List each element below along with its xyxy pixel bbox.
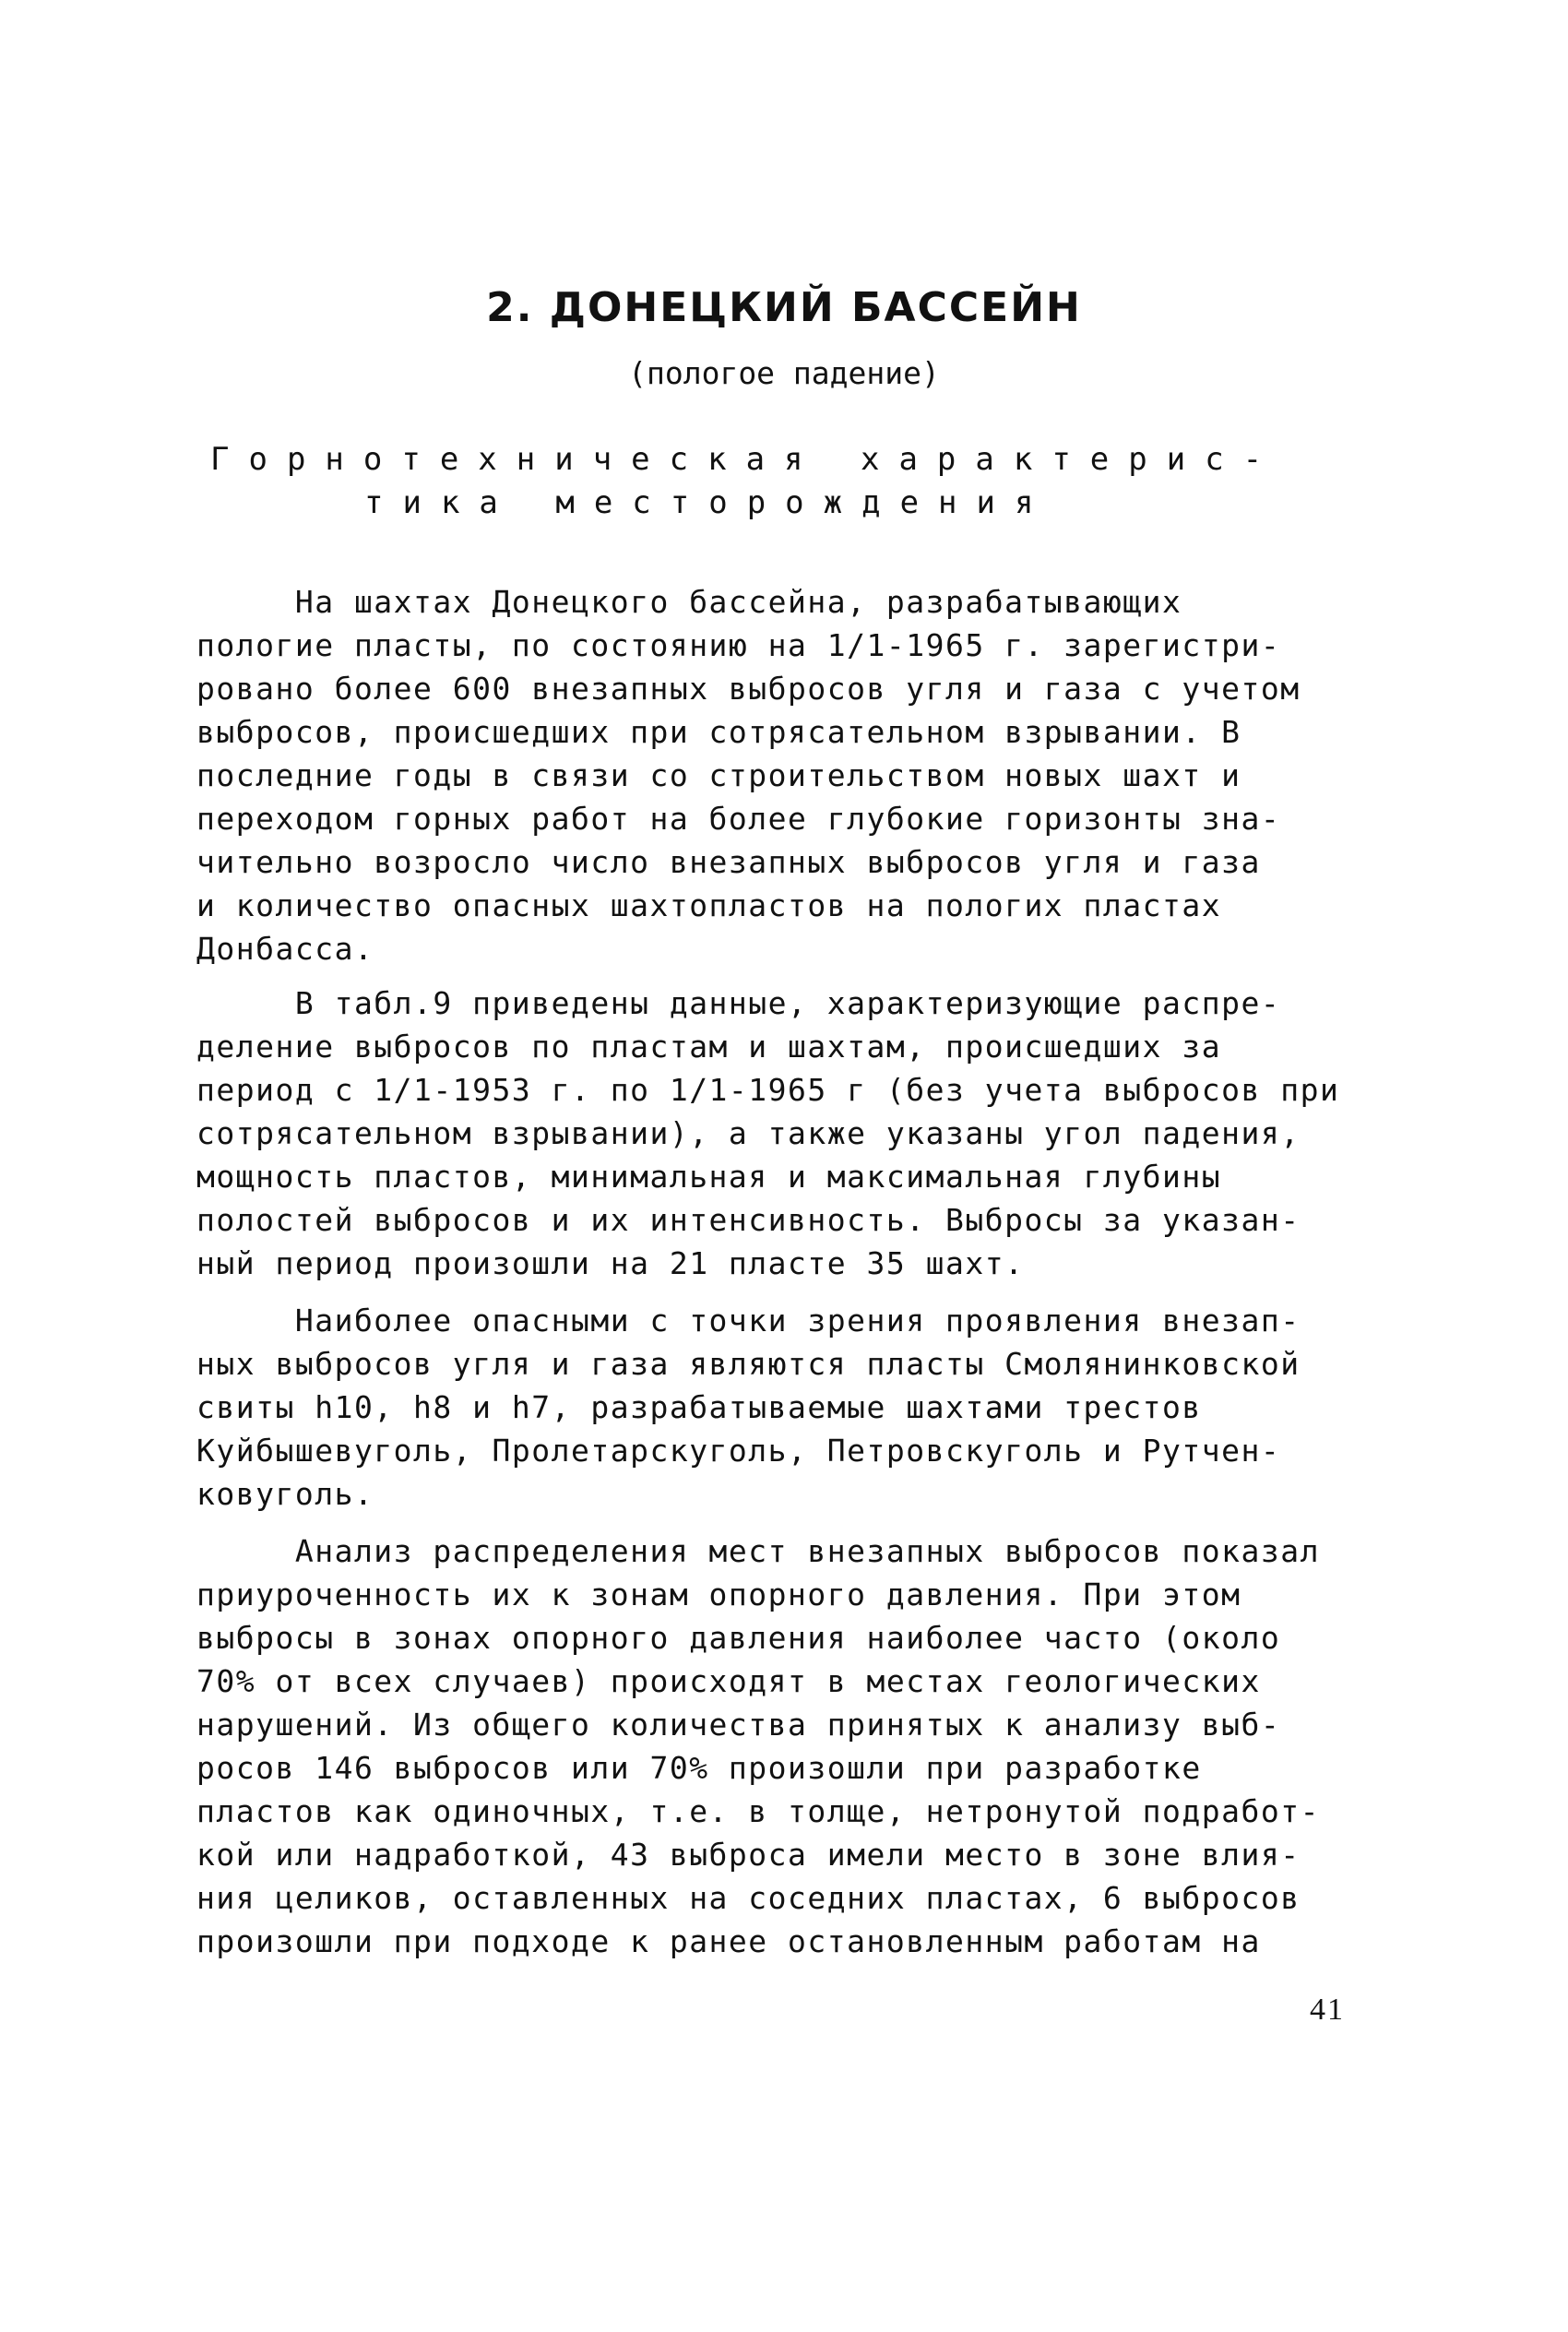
text-line: выбросы в зонах опорного давления наиболее часто (около	[196, 1620, 1281, 1656]
text-line: и количество опасных шахтопластов на пологих пластах	[196, 887, 1222, 923]
text-line: приуроченность их к зонам опорного давления. При этом	[196, 1576, 1241, 1612]
text-line: произошли при подходе к ранее остановленным работам на	[196, 1923, 1261, 1959]
text-line: Донбасса.	[196, 931, 374, 967]
text-line: полостей выбросов и их интенсивность. Выбросы за указан-	[196, 1202, 1301, 1238]
text-line: переходом горных работ на более глубокие горизонты зна-	[196, 801, 1281, 837]
text-line: ния целиков, оставленных на соседних пластах, 6 выбросов	[196, 1880, 1301, 1916]
text-line: нарушений. Из общего количества принятых к анализу выб-	[196, 1707, 1281, 1743]
text-line: период с 1/1-1953 г. по 1/1-1965 г (без учета выбросов при	[196, 1072, 1340, 1108]
text-line: В табл.9 приведены данные, характеризующие распре-	[196, 985, 1281, 1021]
text-line: мощность пластов, минимальная и максимальная глубины	[196, 1159, 1222, 1195]
text-line: ных выбросов угля и газа являются пласты Смолянинковской	[196, 1346, 1301, 1382]
section-subtitle: (пологое падение)	[628, 355, 940, 391]
text-line: пластов как одиночных, т.е. в толще, нетронутой подработ-	[196, 1793, 1320, 1829]
text-line: Куйбышевуголь, Пролетарскуголь, Петровскуголь и Рутчен-	[196, 1433, 1281, 1469]
text-line: На шахтах Донецкого бассейна, разрабатывающих	[196, 584, 1182, 620]
text-line: ковуголь.	[196, 1476, 374, 1512]
text-line: Наиболее опасными с точки зрения проявления внезап-	[196, 1303, 1301, 1339]
text-line: ровано более 600 внезапных выбросов угля и газа с учетом	[196, 671, 1301, 707]
text-line: последние годы в связи со строительством новых шахт и	[196, 757, 1241, 793]
text-line: росов 146 выбросов или 70% произошли при разработке	[196, 1750, 1202, 1786]
text-line: сотрясательном взрывании), а также указаны угол падения,	[196, 1115, 1301, 1151]
text-line: Анализ распределения мест внезапных выбросов показал	[196, 1533, 1320, 1569]
text-line: чительно возросло число внезапных выбросов угля и газа	[196, 844, 1261, 880]
text-line: деление выбросов по пластам и шахтам, происшедших за	[196, 1029, 1222, 1065]
text-line: пологие пласты, по состоянию на 1/1-1965 г. зарегистри-	[196, 627, 1281, 663]
text-line: выбросов, происшедших при сотрясательном взрывании. В	[196, 714, 1241, 750]
spaced-heading-line-2: тика месторождения	[364, 484, 1053, 521]
text-line: 70% от всех случаев) происходят в местах геологических	[196, 1663, 1261, 1699]
spaced-heading-line-1: Горнотехническая характерис-	[210, 441, 1282, 478]
page-number: 41	[1310, 1993, 1345, 2027]
text-line: свиты h10, h8 и h7, разрабатываемые шахтами трестов	[196, 1389, 1202, 1425]
section-title: 2. ДОНЕЦКИЙ БАССЕЙН	[486, 284, 1082, 331]
text-line: кой или надработкой, 43 выброса имели место в зоне влия-	[196, 1837, 1301, 1873]
text-line: ный период произошли на 21 пласте 35 шахт.	[196, 1245, 1025, 1281]
